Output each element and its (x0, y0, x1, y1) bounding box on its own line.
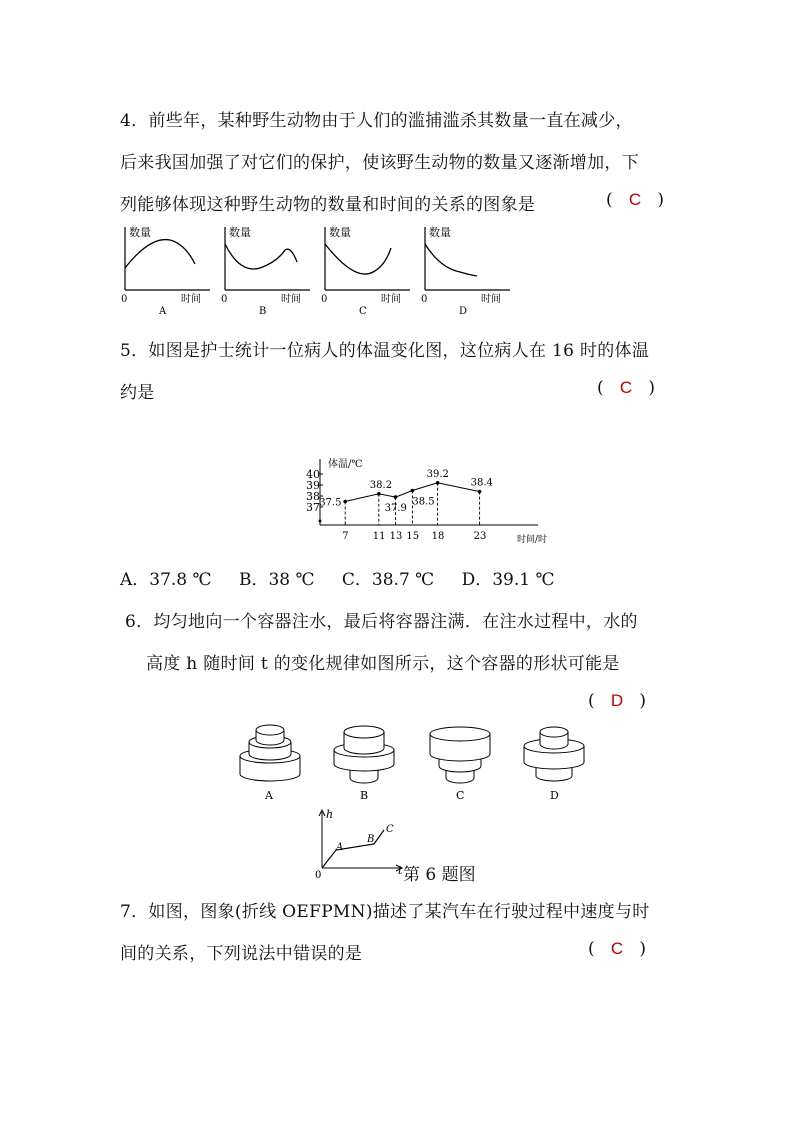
q5-options (120, 565, 577, 590)
q6-graph-point-a: A (336, 842, 344, 853)
q5-option-c[interactable]: C．38.7 ℃ (341, 570, 435, 590)
q4-graph-d (421, 225, 510, 317)
data-point (343, 500, 347, 504)
q5-option-b[interactable]: B．38 ℃ (238, 570, 315, 590)
data-label: 38.2 (369, 479, 393, 491)
data-label: 38.4 (470, 477, 493, 489)
q5-line-1: 5．如图是护士统计一位病人的体温变化图，这位病人在 16 时的体温 (120, 341, 650, 361)
q6-answer: ( D ) (588, 691, 646, 711)
data-label: 39.2 (426, 468, 449, 480)
data-label: 37.9 (384, 503, 407, 515)
q6-answer-letter: D (610, 691, 624, 710)
data-label: 37.5 (319, 497, 342, 509)
q6-containers (232, 722, 612, 804)
x-tick-label: 15 (406, 531, 420, 542)
q6-container-d (524, 727, 584, 781)
q4-curve-c (325, 244, 391, 274)
q5-answer: ( C ) (597, 378, 655, 398)
data-label: 38.5 (412, 496, 435, 508)
q6-container-letter-d: D (550, 789, 559, 802)
q7-answer-letter: C (610, 939, 624, 958)
q5-ylabel: 体温/℃ (328, 459, 363, 470)
q7-line-1: 7．如图，图象(折线 OEFPMN)描述了某汽车在行驶过程中速度与时 (120, 902, 650, 922)
x-tick-label: 13 (389, 531, 403, 542)
q6-figure-caption: 第 6 题图 (403, 865, 476, 885)
q4-ylabel-d: 数量 (429, 226, 451, 239)
q5-line-2: 约是 (120, 383, 155, 403)
q6-container-letter-a: A (265, 789, 273, 802)
q4-curve-d (425, 244, 477, 276)
q4-line-1: 4．前些年，某种野生动物由于人们的滥捕滥杀其数量一直在减少， (120, 111, 633, 131)
y-tick-label: 38 (306, 490, 320, 503)
q6-graph-point-b: B (367, 834, 375, 845)
q4-xlabel-a: 时间 (181, 294, 201, 305)
q6-graph-point-c: C (386, 824, 394, 835)
q5-option-a[interactable]: A．37.8 ℃ (120, 570, 212, 590)
q6-line-2: 高度 h 随时间 t 的变化规律如图所示，这个容器的形状可能是 (146, 654, 620, 674)
x-tick-label: 11 (372, 531, 386, 542)
q4-ylabel-c: 数量 (329, 226, 351, 239)
q4-xlabel-c: 时间 (381, 294, 401, 305)
y-tick-label: 37 (306, 501, 320, 514)
q4-letter-d: D (459, 306, 468, 317)
q6-container-letter-b: B (360, 789, 369, 802)
q4-origin-d: 0 (421, 294, 428, 305)
q4-answer: ( C ) (606, 190, 664, 210)
q4-letter-a: A (159, 306, 167, 317)
q6-graph-h: h (326, 808, 334, 821)
data-point (478, 490, 482, 494)
data-point (377, 492, 381, 496)
x-tick-label: 7 (342, 531, 349, 542)
data-point (411, 489, 415, 493)
q6-graph-polyline (322, 830, 384, 868)
y-tick-label: 39 (306, 479, 320, 492)
q6-graph-t: t (398, 864, 403, 877)
q6-container-a (240, 725, 300, 781)
q5-option-d[interactable]: D．39.1 ℃ (461, 570, 555, 590)
axis-origin-dot (319, 520, 322, 523)
q4-line-2: 后来我国加强了对它们的保护，使该野生动物的数量又逐渐增加，下 (120, 153, 639, 173)
q4-letter-b: B (259, 306, 267, 317)
q4-curve-b (225, 244, 297, 269)
q4-option-graphs (115, 222, 525, 317)
q4-origin-a: 0 (121, 294, 128, 305)
q4-graph-a (121, 225, 210, 317)
q4-origin-c: 0 (321, 294, 328, 305)
x-tick-label: 18 (431, 531, 445, 542)
q4-letter-c: C (359, 306, 367, 317)
q6-graph-origin: 0 (315, 870, 322, 881)
data-point (436, 481, 440, 485)
q6-container-b (334, 726, 394, 783)
q4-origin-b: 0 (221, 294, 228, 305)
q5-temperature-chart (300, 455, 570, 550)
q4-xlabel-b: 时间 (281, 294, 301, 305)
q4-ylabel-a: 数量 (129, 226, 151, 239)
q6-container-letter-c: C (456, 789, 465, 802)
q7-answer: ( C ) (588, 939, 646, 959)
q4-xlabel-d: 时间 (481, 294, 501, 305)
q4-graph-c (321, 225, 410, 317)
q4-line-3: 列能够体现这种野生动物的数量和时间的关系的图象是 (120, 195, 536, 215)
q6-line-1: 6．均匀地向一个容器注水，最后将容器注满．在注水过程中，水的 (125, 612, 638, 632)
q4-ylabel-b: 数量 (229, 226, 251, 239)
q7-line-2: 间的关系，下列说法中错误的是 (120, 944, 363, 964)
q4-curve-a (125, 240, 195, 268)
x-tick-label: 23 (473, 531, 487, 542)
q5-xlabel: 时间/时 (517, 535, 548, 545)
q5-answer-letter: C (619, 378, 633, 397)
y-tick-label: 40 (306, 468, 320, 481)
data-point (394, 495, 398, 499)
q4-answer-letter: C (628, 190, 642, 209)
q4-graph-b (221, 225, 310, 317)
q6-container-c (430, 727, 490, 783)
